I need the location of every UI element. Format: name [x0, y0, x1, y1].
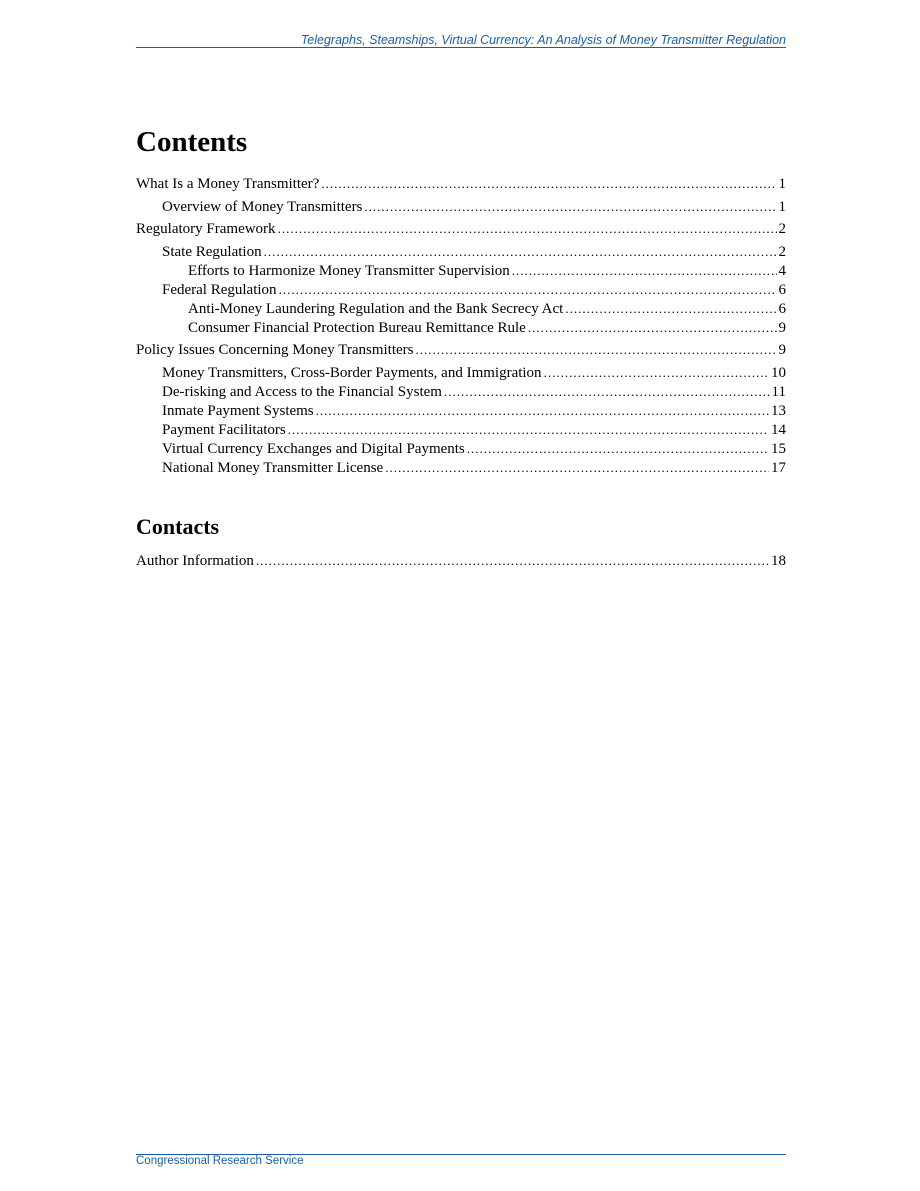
- toc-entry-label: What Is a Money Transmitter?: [136, 176, 320, 192]
- toc-entry[interactable]: [136, 261, 786, 280]
- toc-entry[interactable]: [136, 401, 786, 420]
- toc-leader-dots: [385, 458, 769, 477]
- toc-leader-dots: [279, 280, 777, 299]
- toc-entry-label: Policy Issues Concerning Money Transmitters: [136, 342, 414, 358]
- toc-entry-page: 18: [771, 553, 786, 569]
- toc-leader-dots: [444, 382, 770, 401]
- toc-entry-page: 9: [778, 342, 786, 358]
- toc-entry-page: 15: [771, 440, 786, 457]
- toc-entry-page: 13: [771, 402, 786, 419]
- toc-leader-dots: [256, 551, 769, 570]
- contents-title: Contents: [136, 126, 248, 158]
- toc-entry-page: 6: [778, 281, 786, 298]
- toc-entry-label: Money Transmitters, Cross-Border Payments, and Immigration: [162, 364, 542, 381]
- toc-entry-label: National Money Transmitter License: [162, 459, 384, 476]
- toc-entry-label: Regulatory Framework: [136, 221, 276, 237]
- toc-entry-page: 17: [771, 459, 786, 476]
- toc-entry-page: 10: [771, 364, 786, 381]
- toc-entry[interactable]: [136, 551, 786, 570]
- toc-entry[interactable]: [136, 420, 786, 439]
- toc-leader-dots: [528, 318, 777, 337]
- toc-entry[interactable]: [136, 318, 786, 337]
- toc-entry-page: 4: [778, 262, 786, 279]
- toc-leader-dots: [264, 242, 777, 261]
- toc-leader-dots: [288, 420, 769, 439]
- toc-entry[interactable]: [136, 299, 786, 318]
- toc-entry-label: De-risking and Access to the Financial System: [162, 383, 442, 400]
- toc-entry-page: 14: [771, 421, 786, 438]
- contacts-list: [136, 551, 786, 570]
- toc-entry[interactable]: [136, 363, 786, 382]
- toc-leader-dots: [316, 401, 769, 420]
- toc-entry-page: 6: [778, 300, 786, 317]
- toc-entry-label: Payment Facilitators: [162, 421, 286, 438]
- toc-entry-label: State Regulation: [162, 243, 262, 260]
- toc-entry[interactable]: [136, 219, 786, 238]
- toc-entry-page: 1: [778, 176, 786, 192]
- toc-entry-page: 2: [778, 221, 786, 237]
- contacts-title: Contacts: [136, 514, 220, 539]
- toc-leader-dots: [278, 219, 777, 238]
- toc-entry-label: Efforts to Harmonize Money Transmitter Supervision: [188, 262, 510, 279]
- toc-leader-dots: [565, 299, 776, 318]
- toc-entry-label: Inmate Payment Systems: [162, 402, 314, 419]
- toc-entry[interactable]: [136, 197, 786, 216]
- toc-entry-page: 9: [778, 319, 786, 336]
- toc-leader-dots: [467, 439, 769, 458]
- toc-entry[interactable]: [136, 439, 786, 458]
- toc-leader-dots: [544, 363, 769, 382]
- toc-leader-dots: [364, 197, 776, 216]
- header-rule: [136, 47, 786, 48]
- toc-entry-label: Overview of Money Transmitters: [162, 198, 363, 215]
- running-header: Telegraphs, Steamships, Virtual Currency: An Analysis of Money Transmitter Regulation: [300, 33, 786, 47]
- toc-entry[interactable]: [136, 382, 786, 401]
- toc-entry-page: 2: [778, 243, 786, 260]
- toc-entry-label: Consumer Financial Protection Bureau Remittance Rule: [188, 319, 526, 336]
- toc-entry[interactable]: [136, 174, 786, 193]
- toc-entry-label: Author Information: [136, 553, 254, 569]
- toc-leader-dots: [416, 340, 777, 359]
- toc-leader-dots: [512, 261, 777, 280]
- toc-entry-label: Federal Regulation: [162, 281, 277, 298]
- toc-entry-label: Anti-Money Laundering Regulation and the Bank Secrecy Act: [188, 300, 564, 317]
- toc-entry[interactable]: [136, 242, 786, 261]
- toc-entry[interactable]: [136, 340, 786, 359]
- toc-entry[interactable]: [136, 280, 786, 299]
- toc-entry[interactable]: [136, 458, 786, 477]
- footer-text: Congressional Research Service: [136, 1155, 304, 1167]
- toc-entry-page: 11: [771, 383, 786, 400]
- toc-leader-dots: [321, 174, 776, 193]
- table-of-contents: [136, 174, 786, 477]
- toc-entry-label: Virtual Currency Exchanges and Digital Payments: [162, 440, 465, 457]
- toc-entry-page: 1: [778, 198, 786, 215]
